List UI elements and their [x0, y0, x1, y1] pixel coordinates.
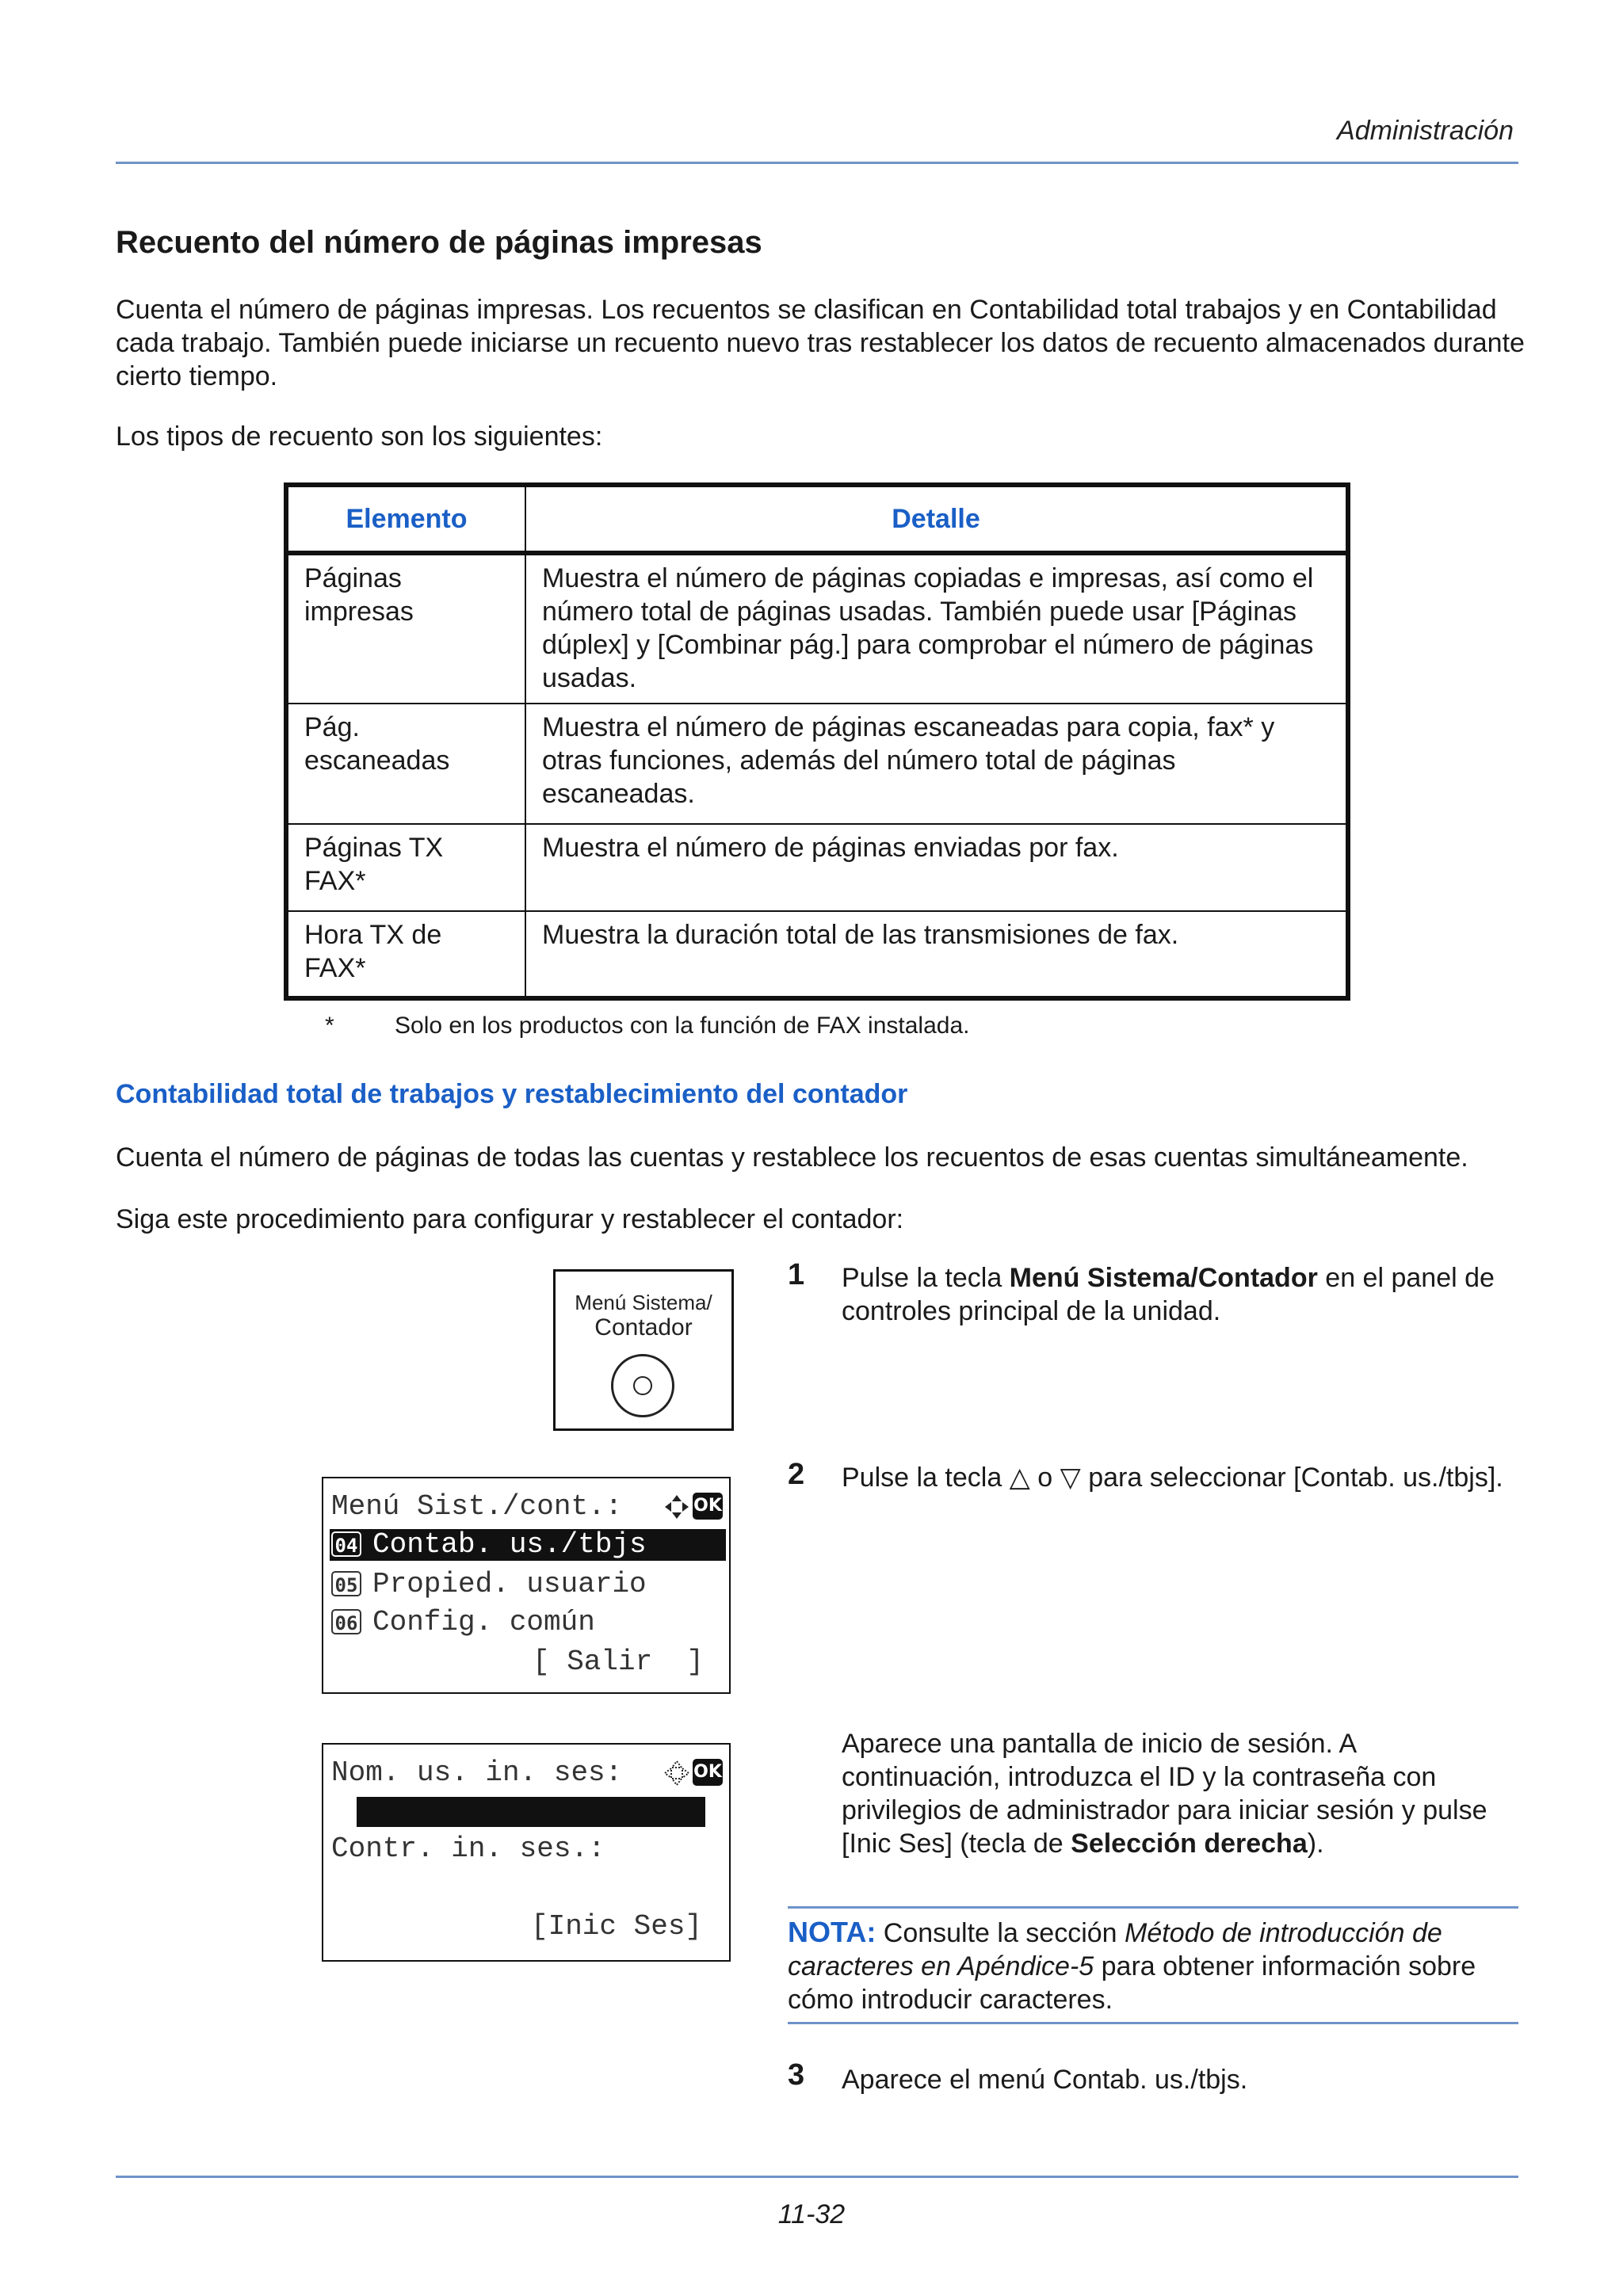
navigation-arrows-dotted-icon [664, 1760, 689, 1786]
ok-icon: OK [693, 1759, 723, 1786]
note-label: NOTA: [788, 1916, 876, 1948]
key-label-line2: Contador [594, 1314, 693, 1341]
lcd1-row-label: Contab. us./tbjs [372, 1528, 647, 1561]
note-bottom-rule [788, 2022, 1518, 2024]
lcd-screen-system-menu [322, 1477, 731, 1694]
lcd1-row [331, 1567, 647, 1602]
login-text-post: ). [1307, 1829, 1324, 1859]
note-reference: Método de introducción de caracteres en Apéndice-5 [788, 1918, 1442, 1981]
step-1-key-name: Menú Sistema/Contador [1009, 1263, 1318, 1293]
step-1-number: 1 [788, 1258, 805, 1291]
note-top-rule [788, 1906, 1518, 1909]
table-cell-detail: Muestra la duración total de las transmisiones de fax. [525, 911, 1348, 998]
table-header-item: Elemento [286, 485, 525, 553]
step-2-number: 2 [788, 1458, 805, 1491]
footnote-text: Solo en los productos con la función de FAX instalada. [395, 1013, 970, 1039]
step-1-pre: Pulse la tecla [842, 1263, 1010, 1293]
lcd2-title: Nom. us. in. ses: [331, 1756, 623, 1789]
step-3-text: Aparece el menú Contab. us./tbjs. [842, 2065, 1248, 2095]
types-intro: Los tipos de recuento son los siguientes: [116, 421, 603, 452]
footer-rule [116, 2176, 1518, 2178]
running-header: Administración [1337, 116, 1514, 146]
key-label-line1: Menú Sistema/ [575, 1291, 712, 1314]
procedure-intro: Siga este procedimiento para configurar y restablecer el contador: [116, 1204, 904, 1234]
lcd1-row-selected [331, 1527, 647, 1562]
count-types-table [284, 482, 1350, 1001]
page-title: Recuento del número de páginas impresas [116, 225, 762, 260]
navigation-arrows-icon [664, 1494, 689, 1520]
lcd1-row-label: Config. común [372, 1606, 595, 1638]
table-cell-item: Hora TX de FAX* [286, 911, 525, 998]
lcd-screen-login [322, 1743, 731, 1962]
note-pre: Consulte la sección [876, 1918, 1125, 1948]
table-header-row [286, 485, 1348, 553]
table-cell-detail: Muestra el número de páginas copiadas e impresas, así como el número total de páginas usadas. También puede usar [Páginas dúplex] y [Combinar pág.] para comprobar el número de páginas usadas. [525, 553, 1348, 704]
step-1-post: en el panel de controles principal de la unidad. [842, 1263, 1495, 1326]
item-number-badge: 06 [331, 1609, 361, 1634]
login-name-field [357, 1797, 705, 1827]
table-cell-item: Pág. escaneadas [286, 704, 525, 824]
table-row [286, 911, 1348, 998]
note-box [788, 1916, 1518, 2016]
table-row [286, 704, 1348, 824]
lcd1-row-label: Propied. usuario [372, 1568, 647, 1600]
table-header-detail: Detalle [525, 485, 1348, 553]
lcd1-title: Menú Sist./cont.: [331, 1490, 623, 1523]
step-1-text [842, 1261, 1515, 1328]
note-post: para obtener información sobre cómo introducir caracteres. [788, 1951, 1476, 2015]
page-number: 11-32 [777, 2199, 846, 2229]
key-button-icon [611, 1354, 674, 1417]
table-cell-item: Páginas TX FAX* [286, 824, 525, 911]
lcd1-softkey-exit: [ Salir ] [533, 1646, 705, 1678]
table-cell-detail: Muestra el número de páginas escaneadas para copia, fax* y otras funciones, además del número total de páginas escaneadas. [525, 704, 1348, 824]
ok-icon: OK [693, 1493, 723, 1520]
table-row [286, 824, 1348, 911]
table-cell-item: Páginas impresas [286, 553, 525, 704]
footnote-mark: * [325, 1013, 334, 1039]
lcd2-password-label: Contr. in. ses.: [331, 1833, 605, 1865]
table-cell-detail: Muestra el número de páginas enviadas por fax. [525, 824, 1348, 911]
intro-paragraph: Cuenta el número de páginas impresas. Los recuentos se clasifican en Contabilidad total trabajos y en Contabilidad cada trabajo. También puede iniciarse un recuento nuevo tras restablecer los datos de recuento almacenados durante cierto tiempo. [116, 295, 1525, 391]
item-number-badge: 04 [331, 1531, 361, 1557]
login-text-key: Selección derecha [1071, 1829, 1308, 1859]
table-row [286, 553, 1348, 704]
lcd2-softkey-login: [Inic Ses] [531, 1910, 703, 1943]
login-instructions [842, 1727, 1515, 1860]
header-rule [116, 162, 1518, 164]
subsection-intro: Cuenta el número de páginas de todas las cuentas y restablece los recuentos de esas cuentas simultáneamente. [116, 1142, 1468, 1173]
step-2-text: Pulse la tecla △ o ▽ para seleccionar [Contab. us./tbjs]. [842, 1463, 1503, 1493]
login-text-pre: Aparece una pantalla de inicio de sesión. A continuación, introduzca el ID y la contraseña con privilegios de administrador para iniciar sesión y pulse [Inic Ses] (tecla de [842, 1729, 1487, 1859]
lcd1-row [331, 1605, 595, 1640]
subsection-title: Contabilidad total de trabajos y restablecimiento del contador [116, 1079, 908, 1109]
step-3-number: 3 [788, 2058, 805, 2092]
item-number-badge: 05 [331, 1571, 361, 1596]
system-menu-key-illustration [553, 1269, 734, 1431]
